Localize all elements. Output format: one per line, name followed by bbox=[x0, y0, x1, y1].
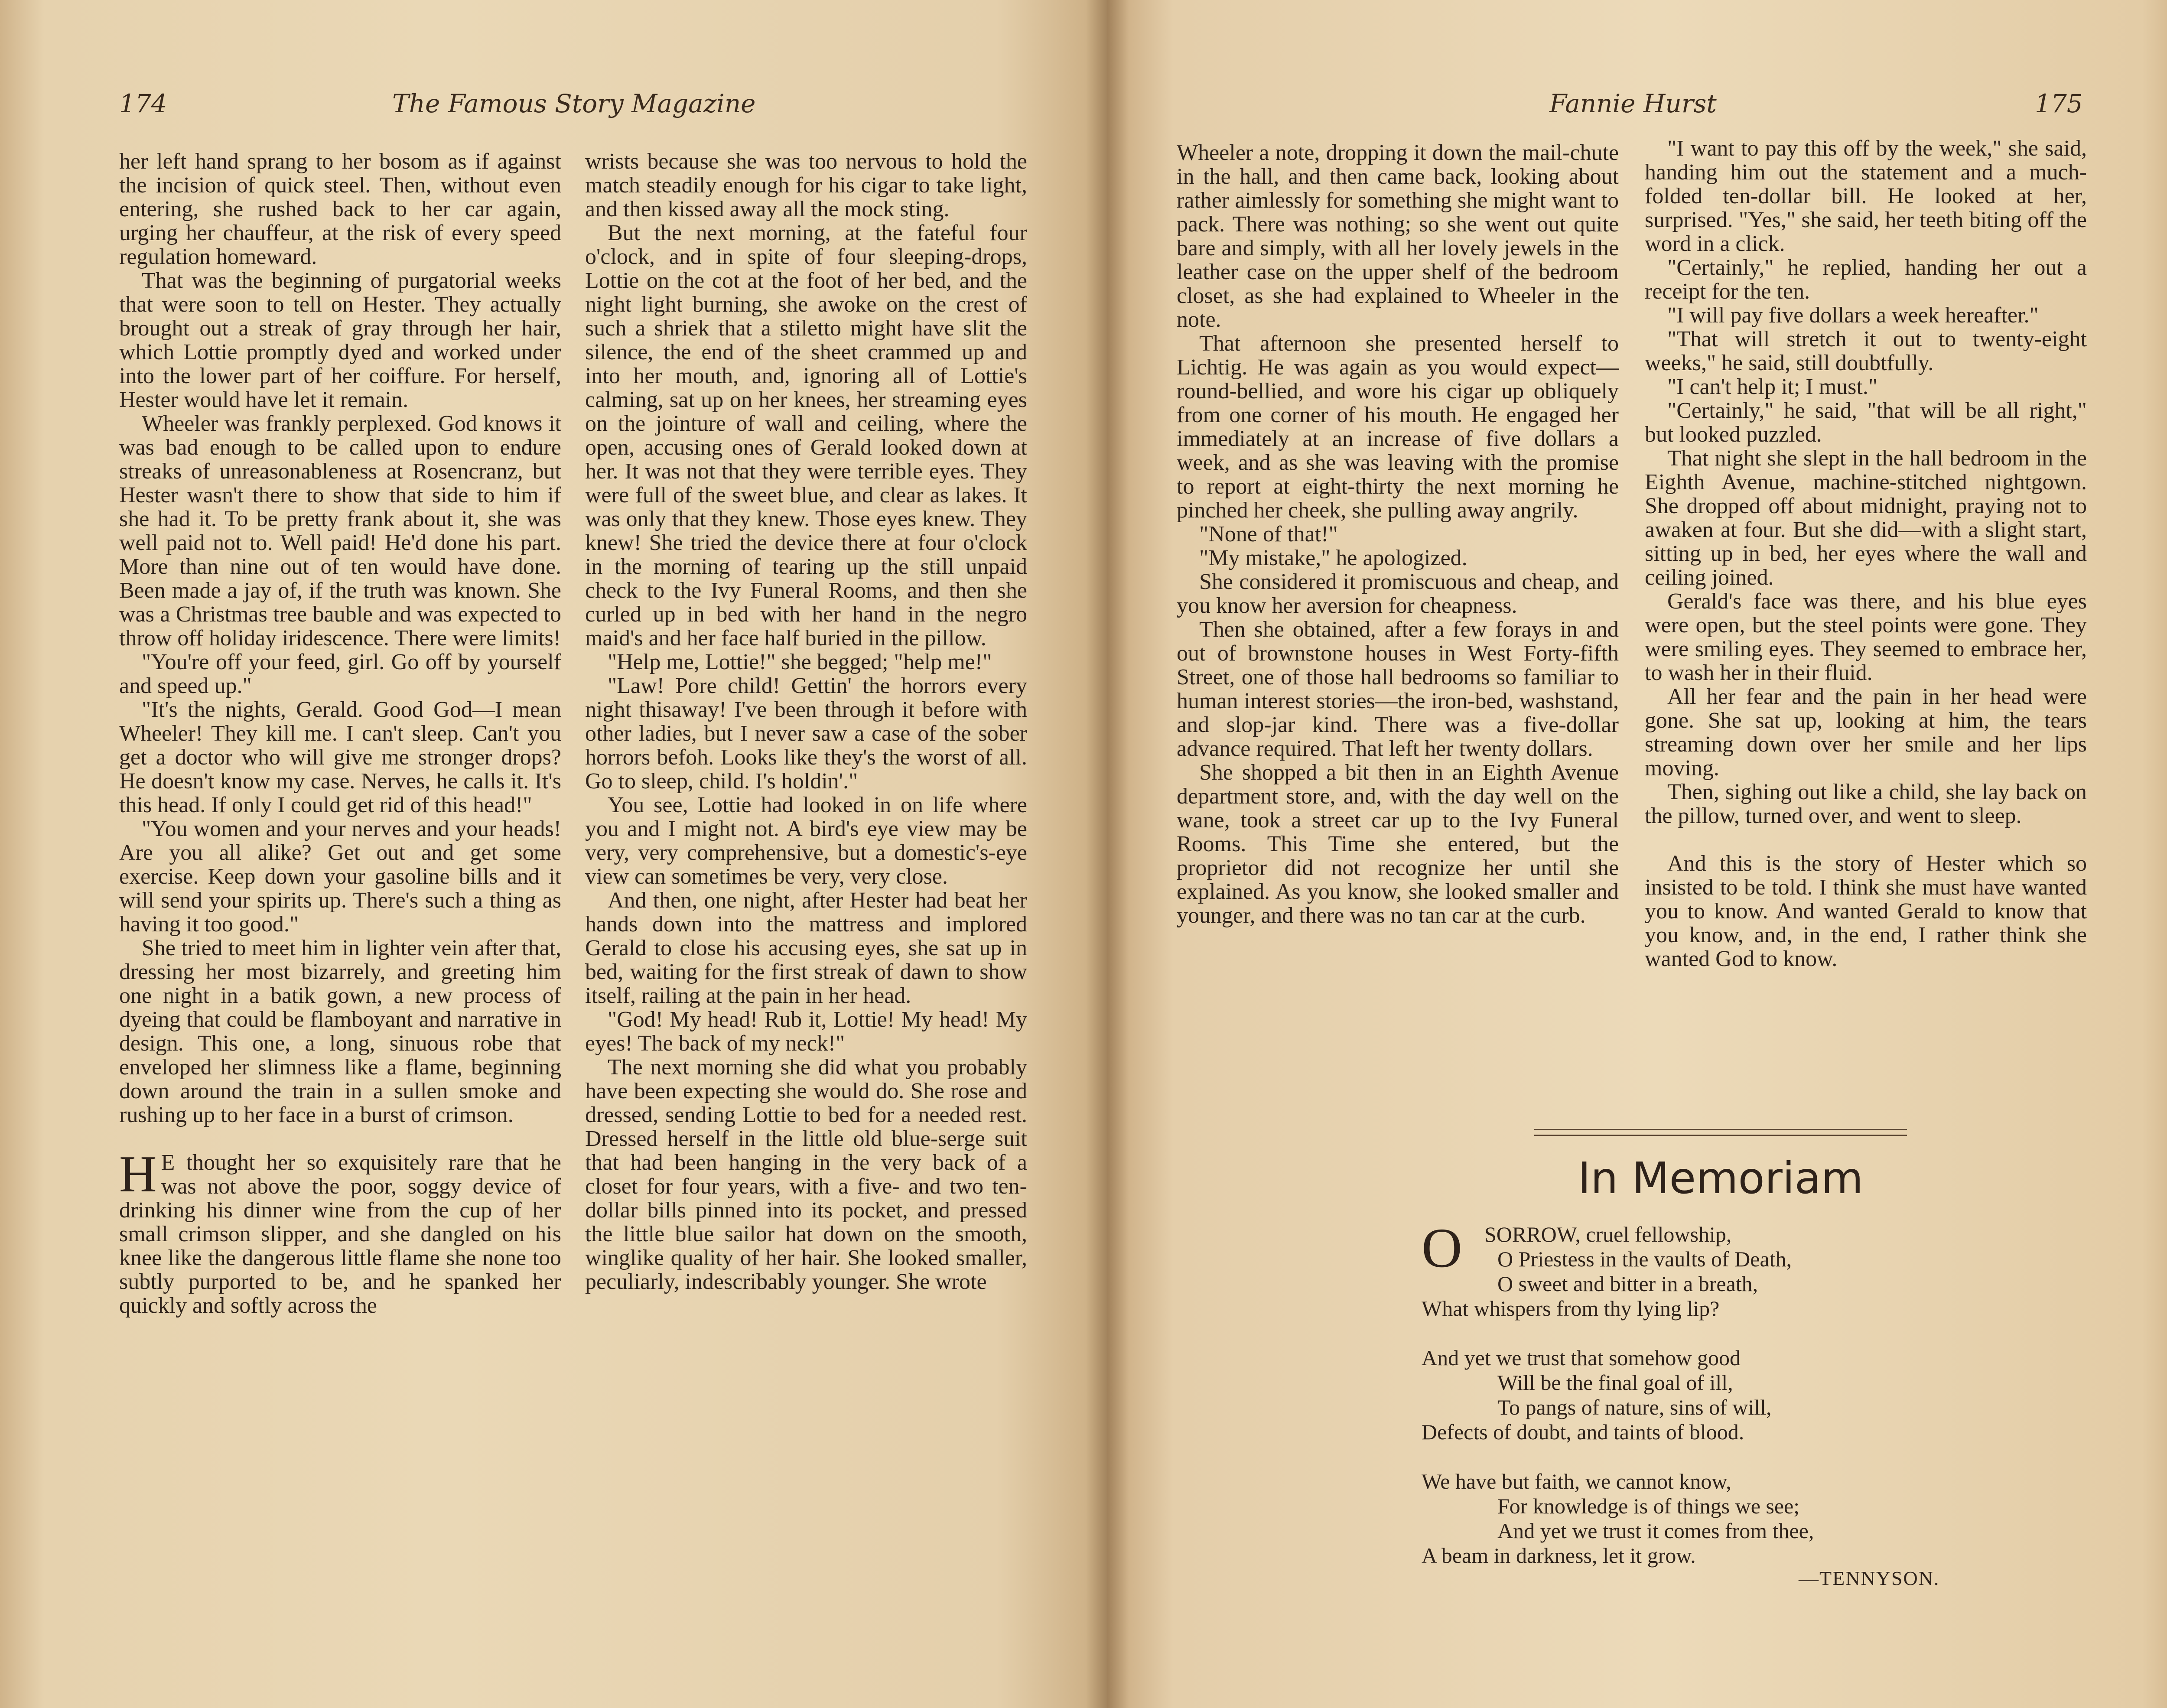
paragraph: "I can't help it; I must." bbox=[1667, 374, 1878, 399]
right-column-1 bbox=[1177, 141, 1619, 927]
poem-dropcap: O bbox=[1422, 1217, 1462, 1279]
poem-title: In Memoriam bbox=[1578, 1153, 1864, 1204]
paragraph: "That will stretch it out to twenty-eight weeks," he said, still doubtfully. bbox=[1645, 327, 2087, 375]
right-column-2 bbox=[1645, 137, 2087, 971]
paragraph: She shopped a bit then in an Eighth Avenue department store, and, with the day well on the wane, took a street car up to the Ivy Funeral Rooms. This Time she entered, but the proprietor did not recognize her until she explained. As you know, she looked smaller and younger, and there was no tan car at the curb. bbox=[1177, 760, 1619, 928]
poem-body bbox=[1422, 1217, 2072, 1593]
paragraph: "God! My head! Rub it, Lottie! My head! My eyes! The back of my neck!" bbox=[585, 1007, 1027, 1056]
paragraph: "Law! Pore child! Gettin' the horrors every night thisaway! I've been through it before with other ladies, but I never saw a case of the sober horrors befoh. Looks like they's the worst of all. Go to sleep, child. I's holdin'." bbox=[585, 673, 1027, 794]
poem-line: What whispers from thy lying lip? bbox=[1422, 1296, 1720, 1321]
poem-stanza bbox=[1422, 1217, 2072, 1321]
poem-line: And yet we trust it comes from thee, bbox=[1497, 1519, 1814, 1543]
poem-line: We have but faith, we cannot know, bbox=[1422, 1469, 1731, 1493]
left-column-1 bbox=[119, 150, 561, 1318]
paragraph: "Help me, Lottie!" she begged; "help me!" bbox=[608, 650, 992, 674]
paragraph: She tried to meet him in lighter vein after that, dressing her most bizarrely, and greeting him one night in a batik gown, a new process of dyeing that could be flamboyant and narrative in design. This one, a long, sinuous robe that enveloped her slimness like a flame, beginning down around the train in a sullen smoke and rushing up to her face in a burst of crimson. bbox=[119, 936, 561, 1127]
paragraph: All her fear and the pain in her head were gone. She sat up, looking at him, the tears streaming down over her smile and her lips moving. bbox=[1645, 684, 2087, 781]
paragraph: That afternoon she presented herself to Lichtig. He was again as you would expect—round-bellied, and wore his cigar up obliquely from one corner of his mouth. He engaged her immediately at an increase of five dollars a week, and as she was leaving with the promise to report at eight-thirty the next morning he pinched her cheek, she pulling away angrily. bbox=[1177, 331, 1619, 523]
paragraph: "My mistake," he apologized. bbox=[1199, 546, 1467, 570]
closing-paragraph: And this is the story of Hester which so insisted to be told. I think she must have wanted you to know. And wanted Gerald to know that you know, and, in the end, I rather think she wanted God to know. bbox=[1645, 851, 2087, 971]
paragraph: "I want to pay this off by the week," she said, handing him out the statement and a much-folded ten-dollar bill. He looked at her, surprised. "Yes," she said, her teeth biting off the word in a click. bbox=[1645, 136, 2087, 256]
paragraph: She considered it promiscuous and cheap, and you know her aversion for cheapness. bbox=[1177, 569, 1619, 618]
poem-line: And yet we trust that somehow good bbox=[1422, 1346, 1741, 1370]
paragraph: "You're off your feed, girl. Go off by yourself and speed up." bbox=[119, 650, 561, 698]
poem-line: Will be the final goal of ill, bbox=[1497, 1370, 1733, 1395]
poem-line: A beam in darkness, let it grow. bbox=[1422, 1543, 1696, 1568]
paragraph: That night she slept in the hall bedroom in the Eighth Avenue, machine-stitched nightgown. She dropped off about midnight, praying not to awaken at four. But she did—with a slight start, sitting up in bed, her eyes where the wall and ceiling joined. bbox=[1645, 446, 2087, 590]
paragraph: But the next morning, at the fateful four o'clock, and in spite of four sleeping-drops, Lottie on the cot at the foot of her bed, and the night light burning, she awoke on the crest of such a shriek that a stiletto might have slit the silence, the end of the sheet crammed up and into her mouth, and, ignoring all of Lottie's calming, sat up on her knees, her streaming eyes on the jointure of wall and ceiling, where the open, accusing ones of Gerald looked down at her. It was not that they were terrible eyes. They were full of the sweet blue, and clear as lakes. It was only that they knew. Those eyes knew. They knew! She tried the device there at four o'clock in the morning of tearing up the still unpaid check to the Ivy Funeral Rooms, and then she curled up in bed with her hand in the negro maid's and her face half buried in the pillow. bbox=[585, 221, 1027, 651]
poem-line: O sweet and bitter in a breath, bbox=[1497, 1272, 1758, 1296]
poem-line: Defects of doubt, and taints of blood. bbox=[1422, 1420, 1744, 1444]
paragraph: "You women and your nerves and your heads! Are you all alike? Get out and get some exercise. Keep down your gasoline bills and it will send your spirits up. There's such a thing as having it too good." bbox=[119, 817, 561, 937]
poem-attribution: —TENNYSON. bbox=[1799, 1567, 1940, 1589]
left-running-title: The Famous Story Magazine bbox=[392, 89, 756, 118]
paragraph: her left hand sprang to her bosom as if against the incision of quick steel. Then, without even entering, she rushed back to her car again, urging her chauffeur, at the risk of every speed regulation homeward. bbox=[119, 149, 561, 269]
paragraph: "Certainly," he replied, handing her out a receipt for the ten. bbox=[1645, 255, 2087, 304]
paragraph: "None of that!" bbox=[1199, 522, 1338, 547]
poem-line: SORROW, cruel fellowship, bbox=[1484, 1222, 1732, 1246]
right-page-number: 175 bbox=[2035, 89, 2083, 118]
left-column-2 bbox=[585, 150, 1027, 1294]
paragraph: Wheeler a note, dropping it down the mail-chute in the hall, and then came back, looking about rather aimlessly for something she might want to pack. There was nothing; so she went out quite bare and simply, with all her lovely jewels in the leather case on the upper shelf of the bedroom closet, as she had explained to Wheeler in the note. bbox=[1177, 140, 1619, 332]
poem-stanza bbox=[1422, 1346, 2072, 1444]
right-running-title: Fannie Hurst bbox=[1549, 89, 1717, 118]
paragraph: wrists because she was too nervous to hold the match steadily enough for his cigar to take light, and then kissed away all the mock sting. bbox=[585, 149, 1027, 221]
paragraph: "I will pay five dollars a week hereafter." bbox=[1667, 303, 2039, 328]
poem-line: To pangs of nature, sins of will, bbox=[1497, 1395, 1772, 1419]
paragraph: The next morning she did what you probably have been expecting she would do. She rose and dressed, sending Lottie to bed for a needed rest. Dressed herself in the little old blue-serge suit that had been hanging in the very back of a closet for four years, with a five- and two ten-dollar bills pinned into its pocket, and pressed the little blue sailor hat down on the smooth, winglike quality of her hair. She looked smaller, peculiarly, indescribably younger. She wrote bbox=[585, 1055, 1027, 1294]
paragraph: You see, Lottie had looked in on life where you and I might not. A bird's eye view may be very, very comprehensive, but a domestic's-eye view can sometimes be very, very close. bbox=[585, 793, 1027, 889]
paragraph: Wheeler was frankly perplexed. God knows it was bad enough to be called upon to endure streaks of unreasonableness at Rosencranz, but Hester wasn't there to show that side to him if she had it. To be pretty frank about it, she was well paid not to. Well paid! He'd done his part. More than nine out of ten would have done. Been made a jay of, if the truth was known. She was a Christmas tree bauble and was expected to throw off holiday iridescence. There were limits! bbox=[119, 411, 561, 651]
paragraph: "Certainly," he said, "that will be all right," but looked puzzled. bbox=[1645, 398, 2087, 447]
book-gutter bbox=[1086, 0, 1129, 1708]
paragraph: Gerald's face was there, and his blue eyes were open, but the steel points were gone. They were smiling eyes. They seemed to embrace her, to wash her in their fluid. bbox=[1645, 589, 2087, 685]
paragraph: Then, sighing out like a child, she lay back on the pillow, turned over, and went to sleep. bbox=[1645, 780, 2087, 828]
dropcap-paragraph-text: E thought her so exquisitely rare that he was not above the poor, soggy device of drinking his dinner wine from the cup of her small crimson slipper, and she dangled on his knee like the dangerous little flame she none too subtly purported to be, and he spanked her quickly and softly across the bbox=[119, 1150, 561, 1318]
paragraph: And then, one night, after Hester had beat her hands down into the mattress and implored Gerald to close his accusing eyes, she sat up in bed, waiting for the first streak of dawn to show itself, railing at the pain in her head. bbox=[585, 888, 1027, 1008]
dropcap-paragraph bbox=[119, 1145, 561, 1318]
dropcap-letter: H bbox=[119, 1145, 157, 1203]
section-divider-rule bbox=[1534, 1129, 1907, 1136]
paragraph: Then she obtained, after a few forays in and out of brownstone houses in West Forty-fifth Street, one of those hall bedrooms so familiar to human interest stories—the iron-bed, washstand, and slop-jar kind. There was a five-dollar advance required. That left her twenty dollars. bbox=[1177, 617, 1619, 761]
poem-line: O Priestess in the vaults of Death, bbox=[1497, 1247, 1792, 1271]
paragraph: That was the beginning of purgatorial weeks that were soon to tell on Hester. They actually brought out a streak of gray through her hair, which Lottie promptly dyed and worked under into the lower part of her coiffure. For herself, Hester would have let it remain. bbox=[119, 268, 561, 412]
poem-stanza bbox=[1422, 1469, 2072, 1568]
left-page-number: 174 bbox=[119, 89, 167, 118]
paragraph: "It's the nights, Gerald. Good God—I mean Wheeler! They kill me. I can't sleep. Can't you get a doctor who will give me stronger drops? He doesn't know my case. Nerves, he calls it. It's this head. If only I could get rid of this head!" bbox=[119, 697, 561, 817]
poem-line: For knowledge is of things we see; bbox=[1497, 1494, 1800, 1518]
